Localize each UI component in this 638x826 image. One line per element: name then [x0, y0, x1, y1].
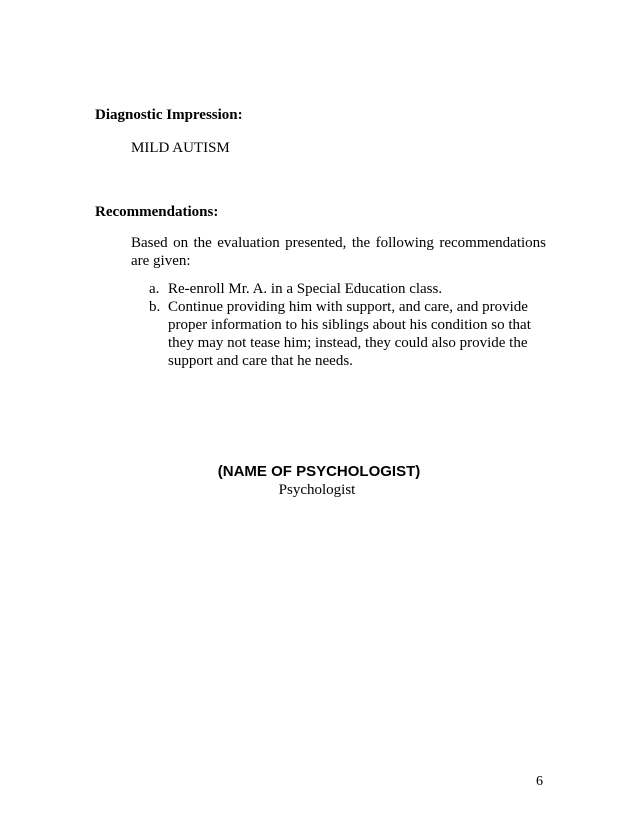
diagnostic-impression-value: MILD AUTISM: [131, 140, 230, 156]
psychologist-title: Psychologist: [278, 482, 356, 498]
recommendation-text: Re-enroll Mr. A. in a Special Education class.: [168, 281, 443, 297]
recommendation-marker: b.: [149, 299, 161, 315]
diagnostic-impression-heading: Diagnostic Impression:: [95, 107, 243, 123]
recommendation-marker: a.: [149, 281, 160, 297]
recommendation-item-a: [149, 280, 534, 298]
signature-block: [0, 462, 638, 499]
recommendation-text: Continue providing him with support, and care, and provide proper information to his siblings about his condition so that they may not tease him; instead, they could also provide the support and care that he needs.: [168, 299, 531, 369]
page-number: 6: [536, 774, 543, 789]
recommendations-intro: Based on the evaluation presented, the following recommendations are given:: [131, 235, 546, 269]
recommendations-heading: Recommendations:: [95, 204, 219, 220]
psychologist-name: (NAME OF PSYCHOLOGIST): [217, 463, 421, 480]
recommendation-item-b: [149, 298, 534, 370]
recommendations-list: [149, 280, 534, 370]
